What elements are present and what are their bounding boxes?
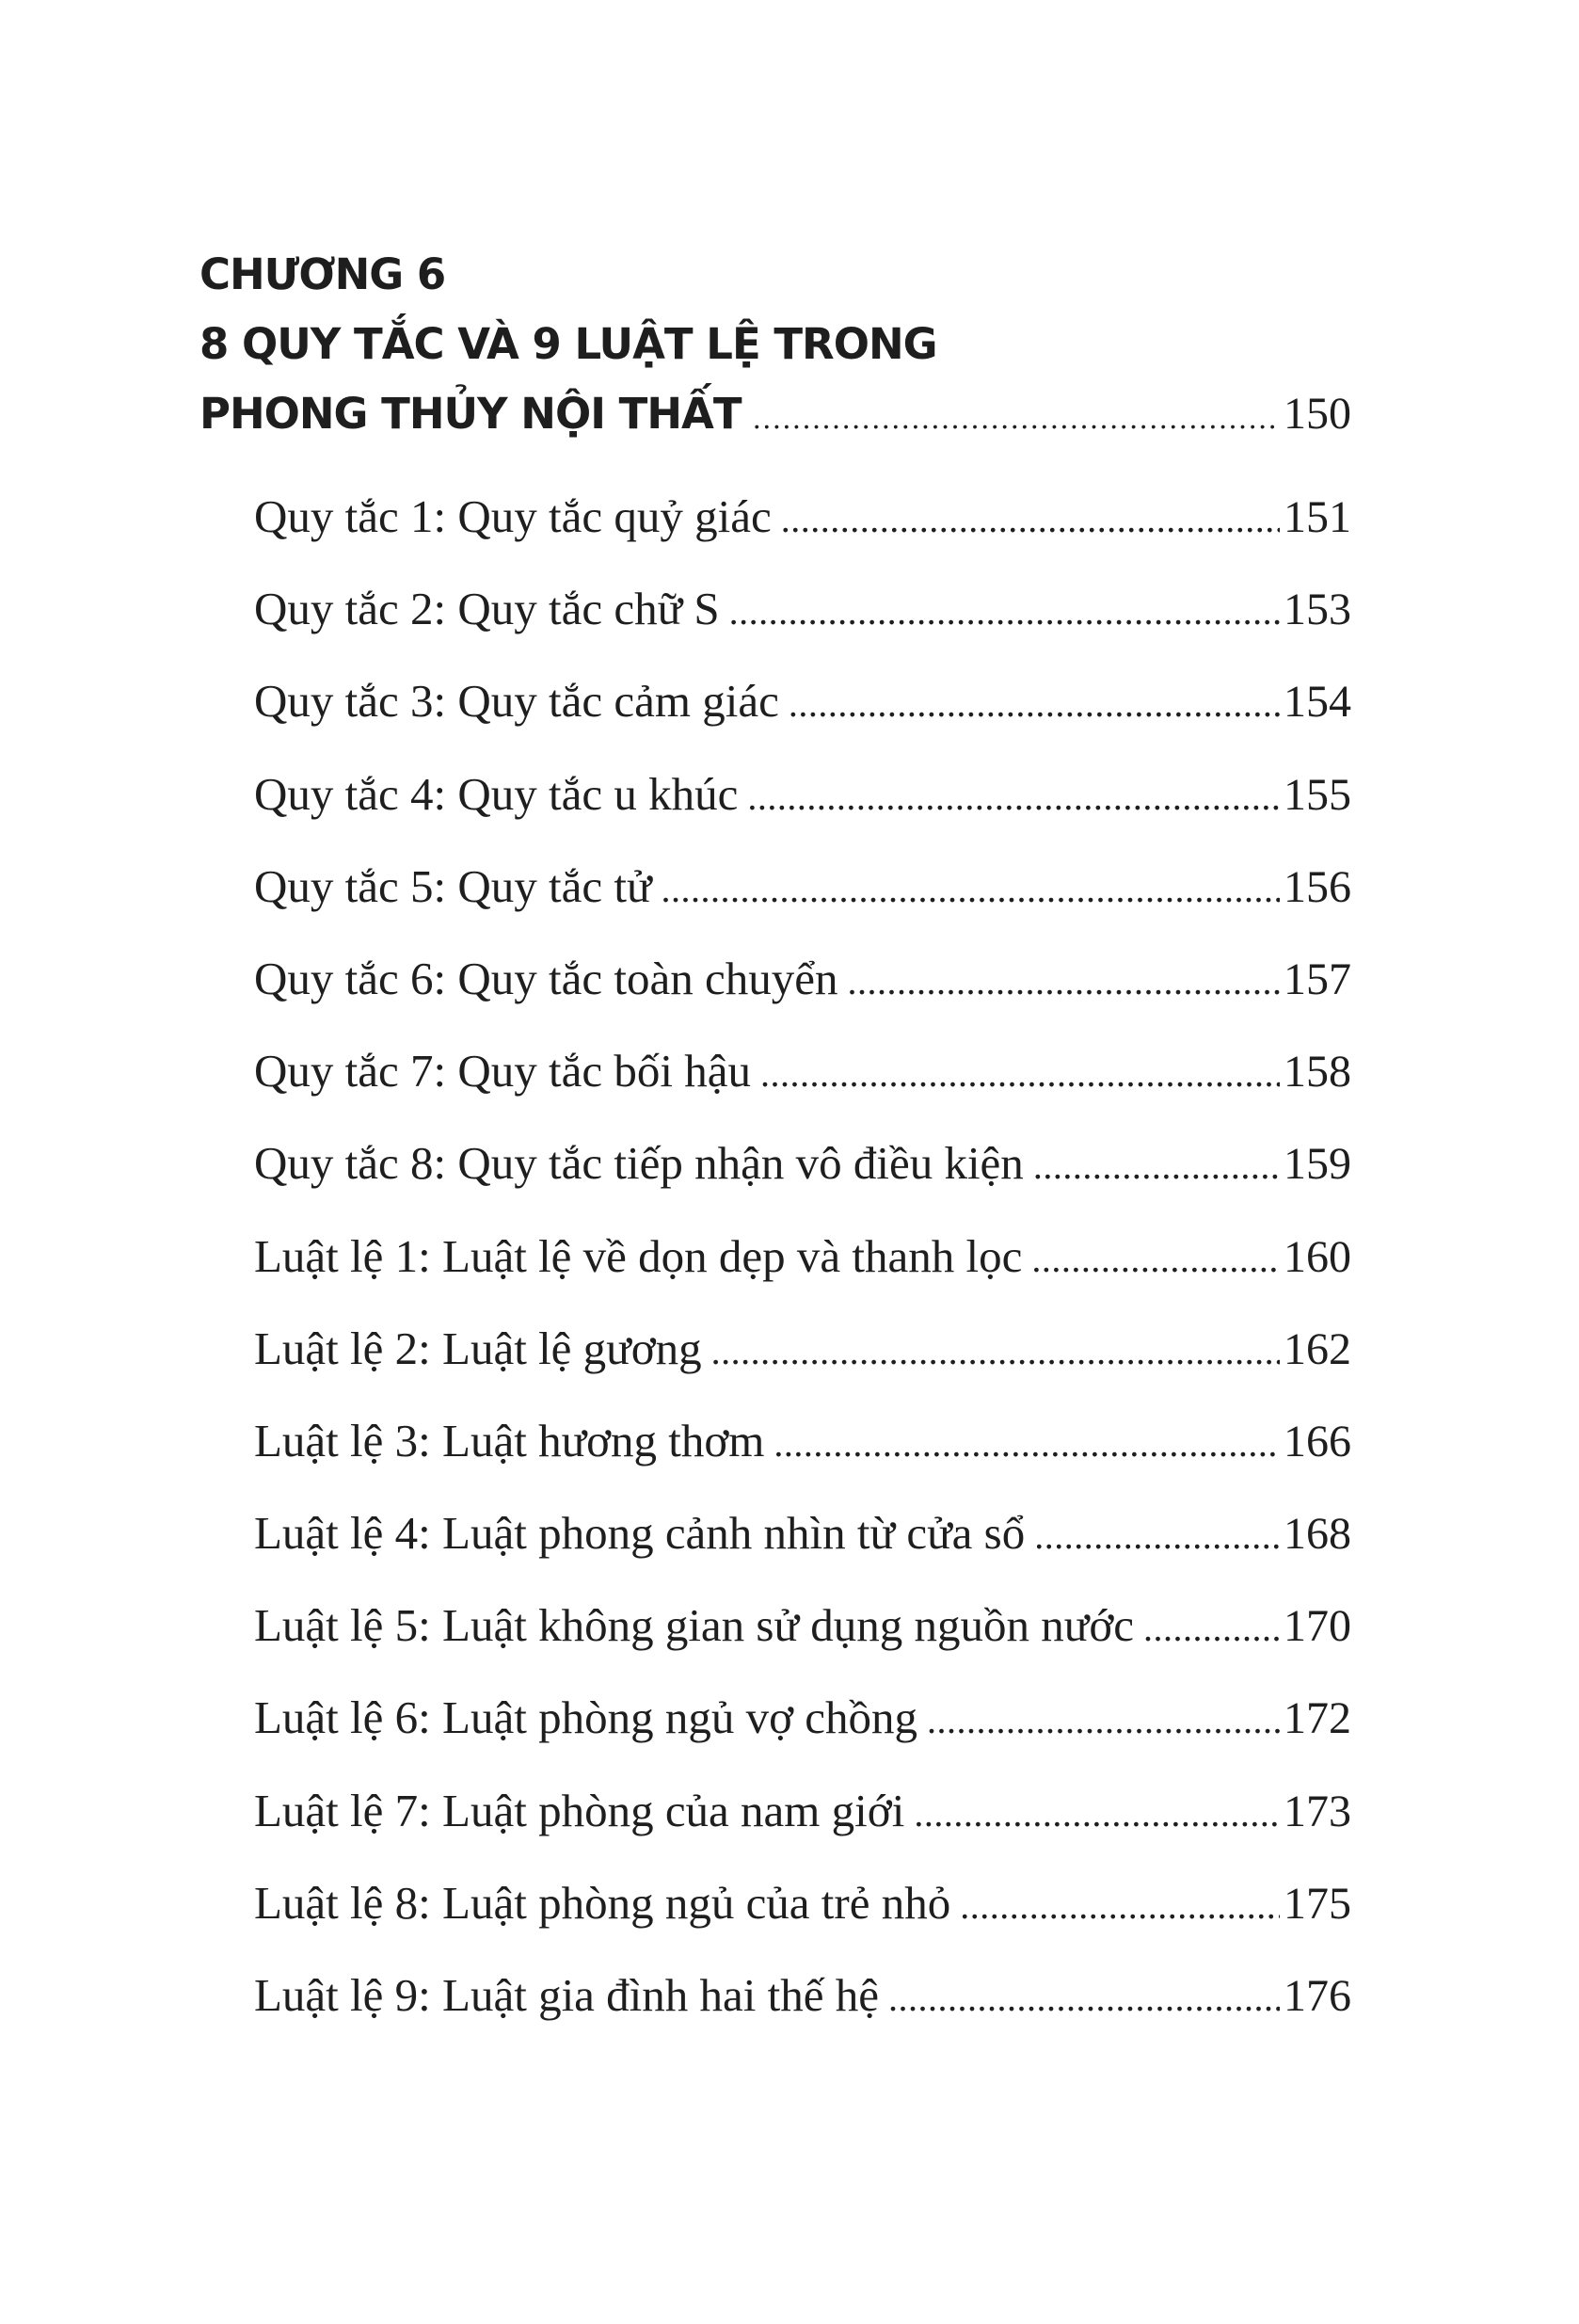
toc-entry-list — [254, 489, 1351, 2060]
dot-leader — [760, 1051, 1280, 1096]
chapter-title-line-2: PHONG THỦY NỘI THẤT — [199, 389, 742, 439]
toc-entry-page: 153 — [1284, 585, 1351, 635]
chapter-label: CHƯƠNG 6 — [199, 249, 446, 299]
toc-entry-page: 175 — [1284, 1878, 1351, 1929]
toc-entry-title: Luật lệ 1: Luật lệ về dọn dẹp và thanh lọc — [254, 1229, 1023, 1282]
dot-leader — [927, 1698, 1280, 1742]
toc-entry-title: Quy tắc 4: Quy tắc u khúc — [254, 767, 739, 820]
toc-entry-title: Luật lệ 6: Luật phòng ngủ vợ chồng — [254, 1691, 917, 1744]
toc-entry-page: 155 — [1284, 769, 1351, 820]
dot-leader — [789, 681, 1280, 726]
dot-leader — [1031, 1237, 1280, 1281]
toc-entry-page: 168 — [1284, 1509, 1351, 1560]
toc-entry[interactable] — [254, 952, 1351, 1044]
dot-leader — [914, 1791, 1280, 1835]
toc-entry-page: 176 — [1284, 1971, 1351, 2021]
toc-entry-page: 154 — [1284, 677, 1351, 728]
toc-entry-title: Quy tắc 5: Quy tắc tử — [254, 859, 652, 912]
toc-entry[interactable] — [254, 1136, 1351, 1228]
toc-entry[interactable] — [254, 1876, 1351, 1968]
toc-entry-page: 156 — [1284, 861, 1351, 912]
toc-entry[interactable] — [254, 582, 1351, 674]
toc-entry[interactable] — [254, 1784, 1351, 1876]
toc-entry-page: 158 — [1284, 1047, 1351, 1098]
dot-leader — [774, 1421, 1280, 1466]
dot-leader — [781, 497, 1280, 541]
toc-entry[interactable] — [254, 859, 1351, 952]
toc-entry-title: Quy tắc 2: Quy tắc chữ S — [254, 583, 720, 635]
dot-leader — [753, 385, 1280, 455]
toc-entry-page: 159 — [1284, 1139, 1351, 1190]
toc-entry-title: Luật lệ 7: Luật phòng của nam giới — [254, 1784, 905, 1836]
toc-entry-page: 166 — [1284, 1416, 1351, 1467]
toc-entry[interactable] — [254, 1322, 1351, 1414]
chapter-title-line-2-row[interactable] — [199, 379, 1351, 455]
toc-entry-title: Quy tắc 6: Quy tắc toàn chuyển — [254, 952, 838, 1004]
toc-entry[interactable] — [254, 674, 1351, 766]
toc-entry[interactable] — [254, 1044, 1351, 1136]
toc-entry-page: 172 — [1284, 1693, 1351, 1744]
dot-leader — [1143, 1606, 1280, 1650]
toc-entry[interactable] — [254, 489, 1351, 582]
dot-leader — [662, 867, 1280, 911]
toc-entry-page: 151 — [1284, 492, 1351, 542]
dot-leader — [1034, 1514, 1280, 1558]
dot-leader — [747, 775, 1280, 819]
dot-leader — [1033, 1144, 1280, 1188]
toc-entry[interactable] — [254, 1414, 1351, 1506]
dot-leader — [847, 959, 1280, 1003]
toc-entry-page: 157 — [1284, 954, 1351, 1004]
chapter-heading — [199, 240, 1351, 455]
toc-entry-title: Luật lệ 5: Luật không gian sử dụng nguồn nước — [254, 1599, 1135, 1652]
toc-entry[interactable] — [254, 1598, 1351, 1691]
toc-entry-title: Quy tắc 1: Quy tắc quỷ giác — [254, 490, 772, 542]
toc-entry-title: Quy tắc 3: Quy tắc cảm giác — [254, 675, 779, 728]
dot-leader — [711, 1329, 1280, 1373]
toc-entry[interactable] — [254, 1691, 1351, 1783]
chapter-page-number: 150 — [1284, 389, 1351, 439]
toc-entry-title: Quy tắc 7: Quy tắc bối hậu — [254, 1045, 751, 1098]
toc-entry-page: 162 — [1284, 1323, 1351, 1374]
toc-entry-title: Quy tắc 8: Quy tắc tiếp nhận vô điều kiện — [254, 1137, 1024, 1190]
dot-leader — [729, 589, 1280, 633]
toc-entry-page: 170 — [1284, 1601, 1351, 1652]
toc-entry[interactable] — [254, 767, 1351, 859]
chapter-title-line-1: 8 QUY TẮC VÀ 9 LUẬT LỆ TRONG — [199, 319, 937, 369]
toc-entry-title: Luật lệ 8: Luật phòng ngủ của trẻ nhỏ — [254, 1876, 951, 1929]
toc-entry-title: Luật lệ 2: Luật lệ gương — [254, 1322, 702, 1374]
toc-entry[interactable] — [254, 1506, 1351, 1598]
dot-leader — [960, 1883, 1280, 1928]
toc-entry-page: 160 — [1284, 1231, 1351, 1282]
toc-entry[interactable] — [254, 1229, 1351, 1322]
toc-entry-title: Luật lệ 3: Luật hương thơm — [254, 1414, 765, 1467]
dot-leader — [888, 1976, 1280, 2020]
toc-entry-title: Luật lệ 9: Luật gia đình hai thế hệ — [254, 1969, 880, 2021]
toc-entry-page: 173 — [1284, 1786, 1351, 1836]
toc-entry[interactable] — [254, 1968, 1351, 2060]
toc-entry-title: Luật lệ 4: Luật phong cảnh nhìn từ cửa sổ — [254, 1507, 1026, 1560]
